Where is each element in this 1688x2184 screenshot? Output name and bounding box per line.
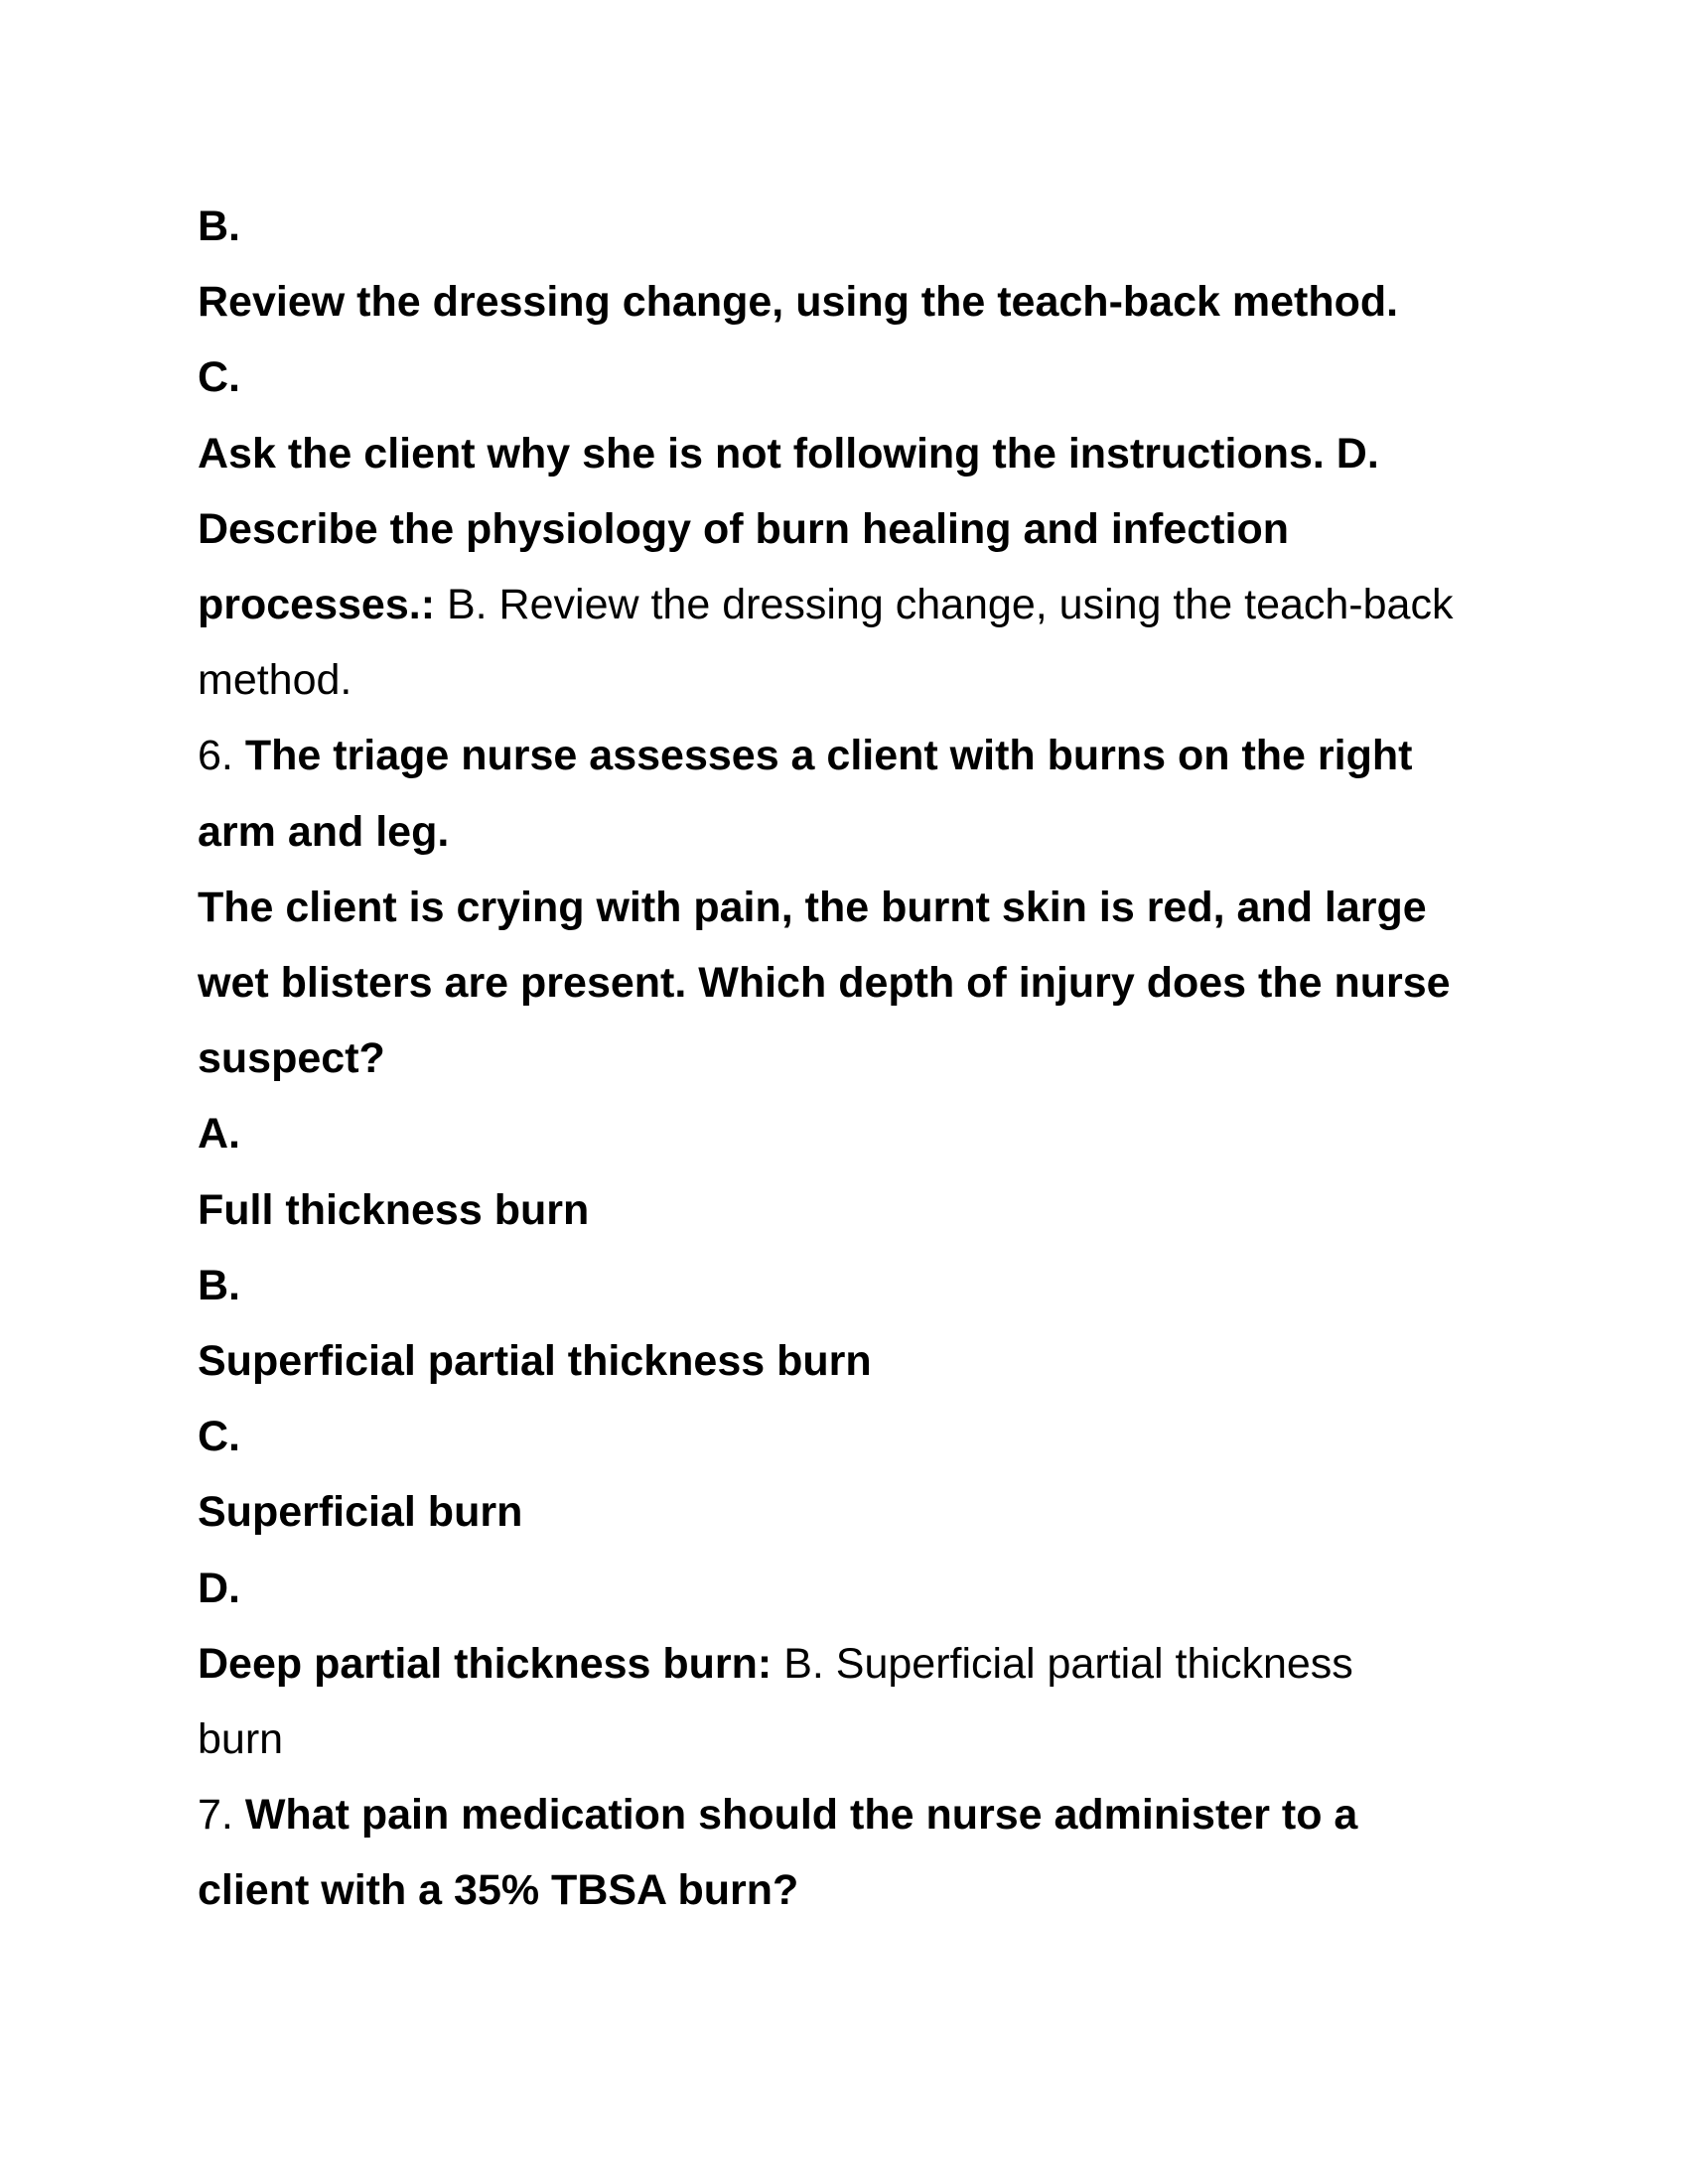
question-6-answer-line2: burn xyxy=(198,1715,284,1764)
prev-answer-text: B. Review the dressing change, using the teach-back xyxy=(435,581,1454,629)
question-6-option-c-text: Superficial burn xyxy=(198,1488,523,1537)
prev-option-c-letter: C. xyxy=(198,353,240,402)
question-7-stem-line1 xyxy=(198,1777,1508,1852)
question-6-stem-text1: The triage nurse assesses a client with burns on the right xyxy=(244,732,1413,780)
question-6-stem-line5: suspect? xyxy=(198,1034,385,1083)
prev-option-d-text-line1: Describe the physiology of burn healing and infection xyxy=(198,504,1289,553)
question-7-stem-line2: client with a 35% TBSA burn? xyxy=(198,1866,799,1915)
question-6-stem-line4: wet blisters are present. Which depth of injury does the nurse xyxy=(198,959,1451,1008)
question-6-number: 6. xyxy=(198,732,245,780)
question-7-number: 7. xyxy=(198,1791,245,1840)
question-6-option-d-text: Deep partial thickness burn: xyxy=(198,1639,773,1688)
prev-option-b-letter: B. xyxy=(198,203,240,250)
question-6-option-c-letter: C. xyxy=(198,1413,240,1461)
question-7-stem-text1: What pain medication should the nurse administer to a xyxy=(244,1791,1358,1840)
question-6-stem-line3: The client is crying with pain, the burnt skin is red, and large xyxy=(198,883,1427,931)
question-6-option-d-line xyxy=(198,1626,1508,1702)
question-6-option-b-letter: B. xyxy=(198,1261,240,1309)
prev-option-d-text-line2: processes.: xyxy=(198,581,436,629)
question-6-option-a-text: Full thickness burn xyxy=(198,1185,590,1234)
question-6-option-b-text: Superficial partial thickness burn xyxy=(198,1337,872,1386)
question-6-option-d-letter: D. xyxy=(198,1564,240,1612)
prev-option-b-text: Review the dressing change, using the teach-back method. xyxy=(198,278,1399,327)
question-6-option-a-letter: A. xyxy=(198,1110,240,1159)
prev-answer-line2: method. xyxy=(198,656,352,705)
question-6-stem-line1 xyxy=(198,718,1508,793)
prev-option-c-text: Ask the client why she is not following the instructions. D. xyxy=(198,429,1379,478)
question-6-stem-line2: arm and leg. xyxy=(198,807,450,856)
document-text xyxy=(198,189,1508,1929)
prev-answer-line1 xyxy=(198,567,1508,642)
question-6-answer-text: B. Superficial partial thickness xyxy=(772,1639,1353,1688)
